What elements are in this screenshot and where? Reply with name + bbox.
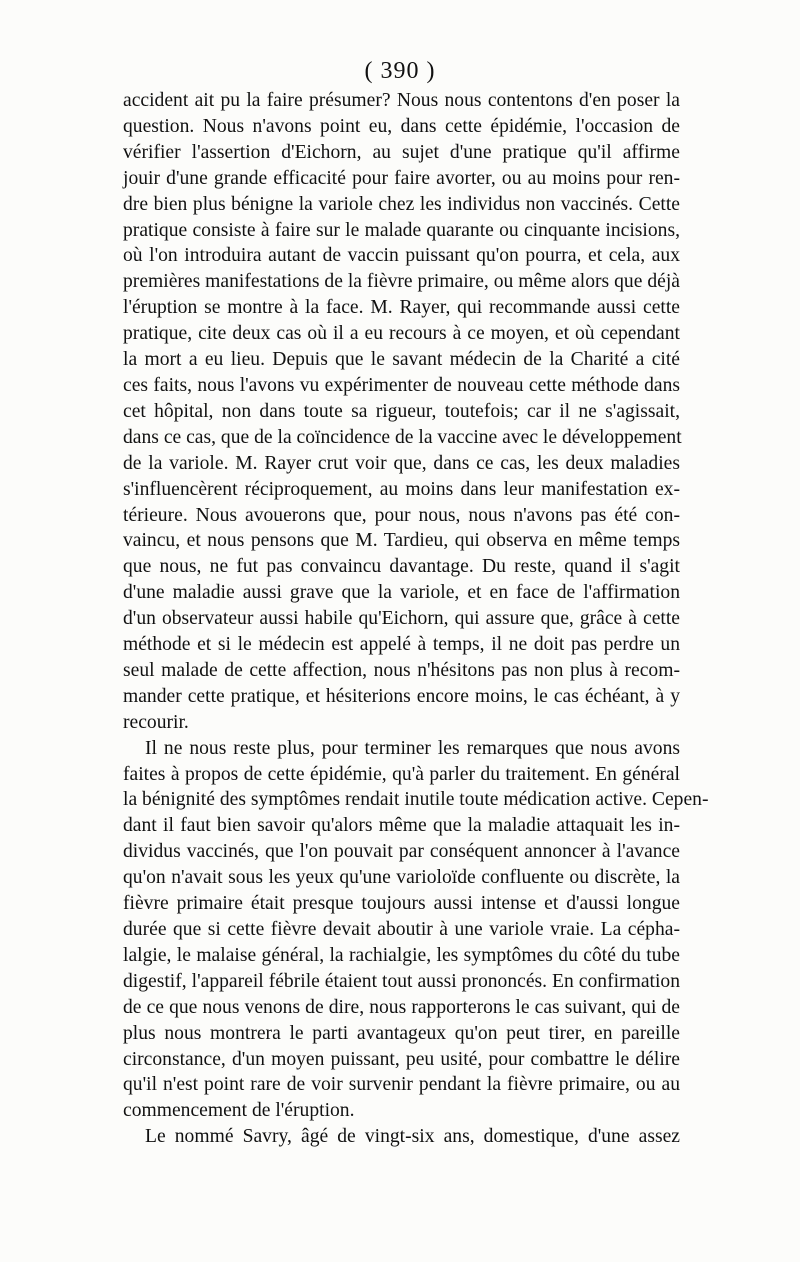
text-line: méthode et si le médecin est appelé à temps, il ne doit pas perdre un: [123, 634, 680, 656]
text-line: que nous, ne fut pas convaincu davantage. Du reste, quand il s'agit: [123, 556, 680, 578]
text-line: digestif, l'appareil fébrile étaient tout aussi prononcés. En confirmation: [123, 970, 680, 992]
text-line: mander cette pratique, et hésiterions encore moins, le cas échéant, à y: [123, 685, 680, 707]
text-line: l'éruption se montre à la face. M. Rayer, qui recommande aussi cette: [123, 297, 680, 319]
text-line: seul malade de cette affection, nous n'hésitons pas non plus à recom-: [123, 659, 680, 681]
text-line: commencement de l'éruption.: [123, 1100, 355, 1122]
text-line: de la variole. M. Rayer crut voir que, dans ce cas, les deux maladies: [123, 452, 680, 474]
text-line: Le nommé Savry, âgé de vingt-six ans, domestique, d'une assez: [145, 1126, 680, 1148]
page-number: ( 390 ): [364, 58, 436, 84]
text-line: plus nous montrera le parti avantageux qu'on peut tirer, en pareille: [123, 1022, 680, 1044]
text-line: pratique, cite deux cas où il a eu recours à ce moyen, et où cependant: [123, 323, 680, 345]
text-line: jouir d'une grande efficacité pour faire avorter, ou au moins pour ren-: [123, 167, 680, 189]
text-line: vaincu, et nous pensons que M. Tardieu, qui observa en même temps: [123, 530, 680, 552]
text-line: dividus vaccinés, que l'on pouvait par conséquent annoncer à l'avance: [123, 841, 680, 863]
text-line: vérifier l'assertion d'Eichorn, au sujet d'une pratique qu'il affirme: [123, 141, 680, 163]
text-line: pratique consiste à faire sur le malade quarante ou cinquante incisions,: [123, 219, 680, 241]
text-line: premières manifestations de la fièvre primaire, ou même alors que déjà: [123, 271, 680, 293]
text-line: durée que si cette fièvre devait aboutir à une variole vraie. La cépha-: [123, 919, 680, 940]
text-line: où l'on introduira autant de vaccin puissant qu'on pourra, et cela, aux: [123, 245, 680, 267]
text-line: circonstance, d'un moyen puissant, peu usité, pour combattre le délire: [123, 1048, 680, 1070]
text-line: qu'on n'avait sous les yeux qu'une varioloïde confluente ou discrète, la: [123, 867, 680, 889]
paragraph-1: [123, 88, 680, 736]
paragraph-2: [123, 736, 709, 1125]
text-line: qu'il n'est point rare de voir survenir pendant la fièvre primaire, ou au: [123, 1074, 680, 1096]
text-line: la mort a eu lieu. Depuis que le savant médecin de la Charité a cité: [123, 349, 680, 371]
text-line: recourir.: [123, 711, 189, 733]
text-line: question. Nous n'avons point eu, dans cette épidémie, l'occasion de: [123, 115, 680, 137]
text-line: dans ce cas, que de la coïncidence de la vaccine avec le développement: [123, 426, 682, 448]
body-text: [123, 88, 709, 1150]
text-line: d'une maladie aussi grave que la variole, et en face de l'affirmation: [123, 582, 680, 604]
text-line: térieure. Nous avouerons que, pour nous, nous n'avons pas été con-: [123, 504, 680, 526]
text-line: lalgie, le malaise général, la rachialgie, les symptômes du côté du tube: [123, 944, 680, 966]
text-line: la bénignité des symptômes rendait inutile toute médication active. Cepen-: [123, 789, 709, 811]
paragraph-3: [123, 1124, 680, 1150]
text-line: faites à propos de cette épidémie, qu'à parler du traitement. En général: [123, 763, 680, 785]
text-line: ces faits, nous l'avons vu expérimenter de nouveau cette méthode dans: [123, 374, 680, 396]
text-line: d'un observateur aussi habile qu'Eichorn, qui assure que, grâce à cette: [123, 608, 680, 630]
text-line: s'influencèrent réciproquement, au moins dans leur manifestation ex-: [123, 478, 680, 500]
text-line: fièvre primaire était presque toujours aussi intense et d'aussi longue: [123, 893, 680, 915]
text-line: de ce que nous venons de dire, nous rapporterons le cas suivant, qui de: [123, 996, 680, 1018]
text-line: dant il faut bien savoir qu'alors même que la maladie attaquait les in-: [123, 815, 680, 837]
text-line: dre bien plus bénigne la variole chez les individus non vaccinés. Cette: [123, 193, 680, 215]
text-line: cet hôpital, non dans toute sa rigueur, toutefois; car il ne s'agissait,: [123, 400, 680, 422]
text-line: Il ne nous reste plus, pour terminer les remarques que nous avons: [145, 737, 680, 759]
text-line: accident ait pu la faire présumer? Nous nous contentons d'en poser la: [123, 90, 680, 111]
